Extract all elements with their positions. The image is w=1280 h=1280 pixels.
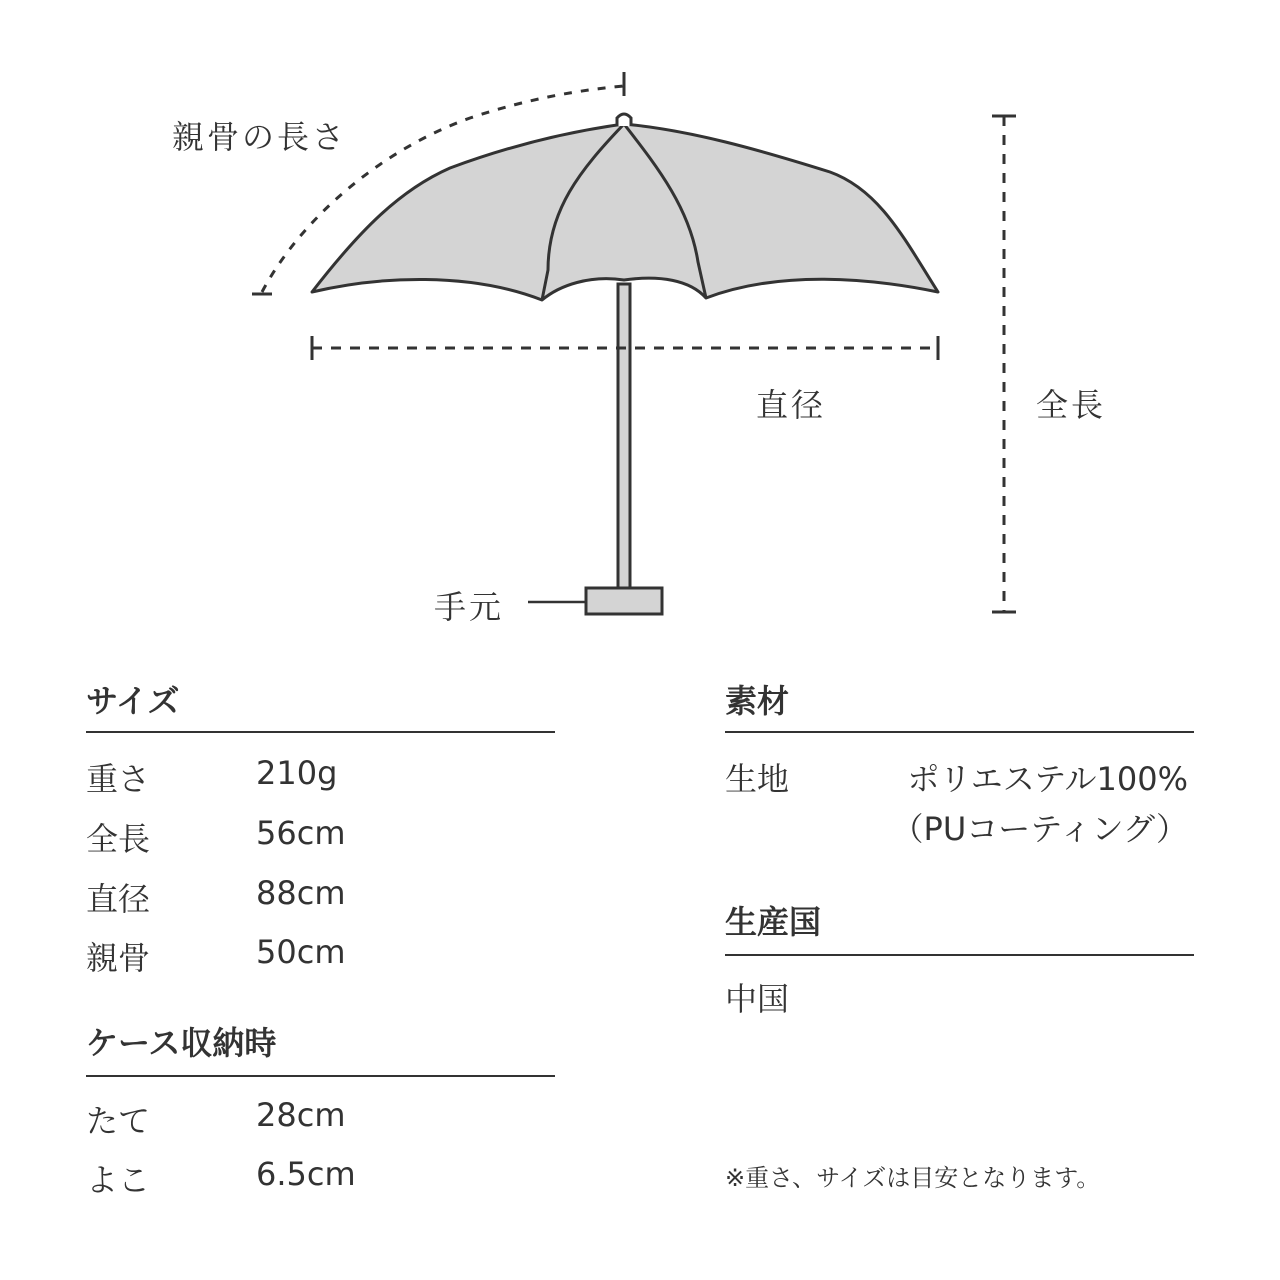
size-row-value: 56cm [256,814,346,852]
disclaimer-note: ※重さ、サイズは目安となります。 [725,1164,1101,1192]
rib-length-label: 親骨の長さ [172,118,348,156]
size-row-value: 210g [256,754,338,792]
size-row-key: 全長 [86,820,151,858]
material-section-title: 素材 [725,682,790,720]
handle-label: 手元 [434,588,505,626]
case-row-key: よこ [86,1161,151,1199]
umbrella-shaft [618,284,630,588]
material-row-value-line2: （PUコーティング） [891,810,1188,848]
origin-section-title: 生産国 [725,903,822,941]
case-section-title: ケース収納時 [86,1024,277,1062]
origin-section-rule [725,954,1194,956]
material-row-value-line1: ポリエステル100% [907,760,1188,798]
case-row-key: たて [86,1102,151,1140]
umbrella-handle [586,588,662,614]
origin-value: 中国 [725,980,790,1018]
material-section-rule [725,731,1194,733]
case-row-value: 28cm [256,1096,346,1134]
material-row-key: 生地 [725,760,790,798]
diameter-label: 直径 [756,386,827,424]
total-length-label: 全長 [1036,386,1107,424]
umbrella-tip [617,114,631,126]
size-section-title: サイズ [86,682,180,720]
size-row-value: 88cm [256,874,346,912]
case-row-value: 6.5cm [256,1155,356,1193]
size-row-key: 直径 [86,880,151,918]
umbrella-canopy [312,124,938,300]
size-row-key: 親骨 [86,939,151,977]
case-section-rule [86,1075,555,1077]
size-row-value: 50cm [256,933,346,971]
size-section-rule [86,731,555,733]
size-row-key: 重さ [86,760,151,798]
